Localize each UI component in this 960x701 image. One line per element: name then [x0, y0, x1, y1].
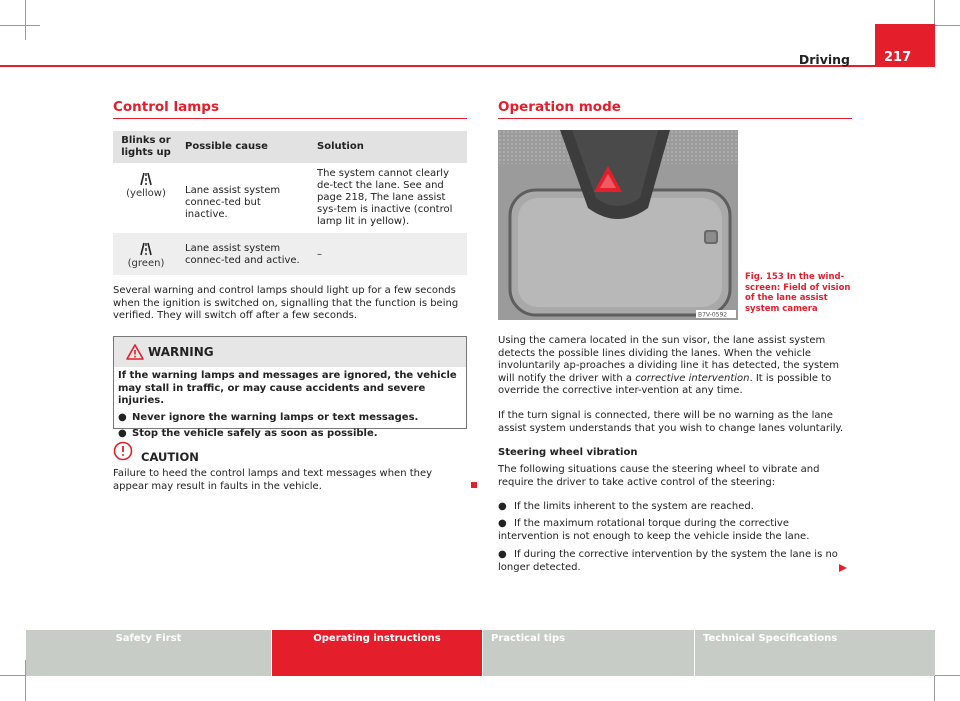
figure-rear-view-mirror: [498, 130, 738, 320]
section-rule: [498, 118, 852, 119]
bullet-dot: ●: [118, 428, 127, 439]
subheading: Steering wheel vibration: [498, 447, 638, 458]
caution-icon: [113, 441, 133, 461]
operation-paragraph: [498, 335, 850, 398]
bullet-text: If the maximum rotational torque during the corrective intervention is not enough to keep the vehicle inside the lane.: [498, 518, 810, 542]
table-cell-lamp: [113, 233, 179, 275]
table-header: Solution: [311, 131, 467, 163]
table-cell: The system cannot clearly de-tect the lane. See and page 218, The lane assist sys-tem is inactive (control lamp lit in yellow).: [317, 168, 453, 227]
control-lamps-paragraph: Several warning and control lamps should light up for a few seconds when the ignition is switched on, signalling that the function is being verified. They will switch off after a few seconds.: [113, 285, 459, 321]
table-cell: Lane assist system connec-ted but inactive.: [185, 185, 281, 220]
lane-assist-icon: [135, 242, 157, 256]
bullet-text: If the limits inherent to the system are reached.: [514, 501, 754, 512]
lamp-color: (green): [127, 258, 165, 269]
bullet-text: If during the corrective intervention by the system the lane is no longer detected.: [498, 549, 838, 573]
list-item: [498, 501, 850, 514]
footer-tab-label: Practical tips: [491, 633, 566, 644]
warning-triangle-icon: [126, 344, 144, 360]
continue-arrow-icon: [838, 563, 848, 573]
footer-tab-practical-tips[interactable]: [483, 630, 694, 676]
list-item: [498, 518, 850, 543]
header-rule: [0, 65, 935, 67]
crop-mark: [25, 0, 26, 40]
section-title-operation-mode: Operation mode: [498, 99, 621, 115]
table-header-row: [113, 131, 467, 163]
paragraph-text: Using the camera located in the sun visor, the lane assist system detects the possible lines dividing the lanes. When the vehicle involuntarily ap-proaches a dividing line it has detected, the system will notify the driver with a: [498, 335, 840, 384]
footer-tab-technical-specifications[interactable]: [695, 630, 935, 676]
crop-mark: [0, 25, 40, 26]
caution-title: CAUTION: [141, 450, 199, 464]
table-header: Blinks or lights up: [113, 131, 179, 163]
bullet-dot: ●: [498, 501, 507, 512]
emphasis-text: corrective intervention: [635, 372, 750, 384]
list-item: [118, 412, 458, 425]
table-cell: –: [311, 233, 467, 275]
warning-box: [113, 336, 467, 439]
figure-caption: Fig. 153 In the wind-screen: Field of vision of the lane assist system camera: [745, 272, 851, 314]
footer-tab-safety-first[interactable]: [26, 630, 271, 676]
control-lamps-table: [113, 131, 467, 275]
bullet-dot: ●: [498, 549, 507, 560]
footer-tab-label: Operating instructions: [313, 633, 441, 644]
warning-body: [118, 370, 458, 441]
list-item: [118, 428, 458, 441]
figure-code: B7V-0592: [698, 311, 728, 319]
bullet-dot: ●: [118, 411, 127, 423]
warning-header: [114, 337, 466, 367]
rear-view-mirror-illustration: [498, 130, 738, 320]
table-cell: Lane assist system connec-ted and active.: [179, 233, 311, 275]
section-end-mark: [471, 482, 477, 488]
paragraph-text: . It is possible to override the corrective inter-vention at any time.: [498, 372, 832, 396]
section-title-control-lamps: Control lamps: [113, 99, 220, 115]
section-rule: [113, 118, 467, 119]
bullet-text: Stop the vehicle safely as soon as possible.: [132, 428, 378, 439]
lamp-color: (yellow): [126, 188, 166, 199]
running-header: Driving: [798, 52, 850, 67]
caution-text: Failure to heed the control lamps and text messages when they appear may result in faults in the vehicle.: [113, 468, 433, 492]
table-row: [113, 233, 467, 275]
footer-tab-label: Technical Specifications: [703, 633, 838, 644]
operation-paragraph: If the turn signal is connected, there will be no warning as the lane assist system understands that you wish to change lanes voluntarily.: [498, 410, 844, 434]
footer-tab-operating-instructions[interactable]: [272, 630, 482, 676]
bullet-text: Never ignore the warning lamps or text messages.: [132, 411, 419, 423]
footer-tab-label: Safety First: [115, 633, 182, 644]
table-row: [113, 163, 467, 233]
warning-text: If the warning lamps and messages are ignored, the vehicle may stall in traffic, or may cause accidents and severe injuries.: [118, 370, 457, 406]
warning-title: WARNING: [148, 345, 214, 359]
operation-paragraph: The following situations cause the steering wheel to vibrate and require the driver to take active control of the steering:: [498, 464, 820, 488]
bullet-dot: ●: [498, 518, 507, 529]
table-header: Possible cause: [179, 131, 311, 163]
list-item: [498, 549, 850, 574]
lane-assist-icon: [135, 172, 157, 186]
page-number: 217: [875, 24, 935, 67]
table-cell-lamp: [113, 163, 179, 233]
